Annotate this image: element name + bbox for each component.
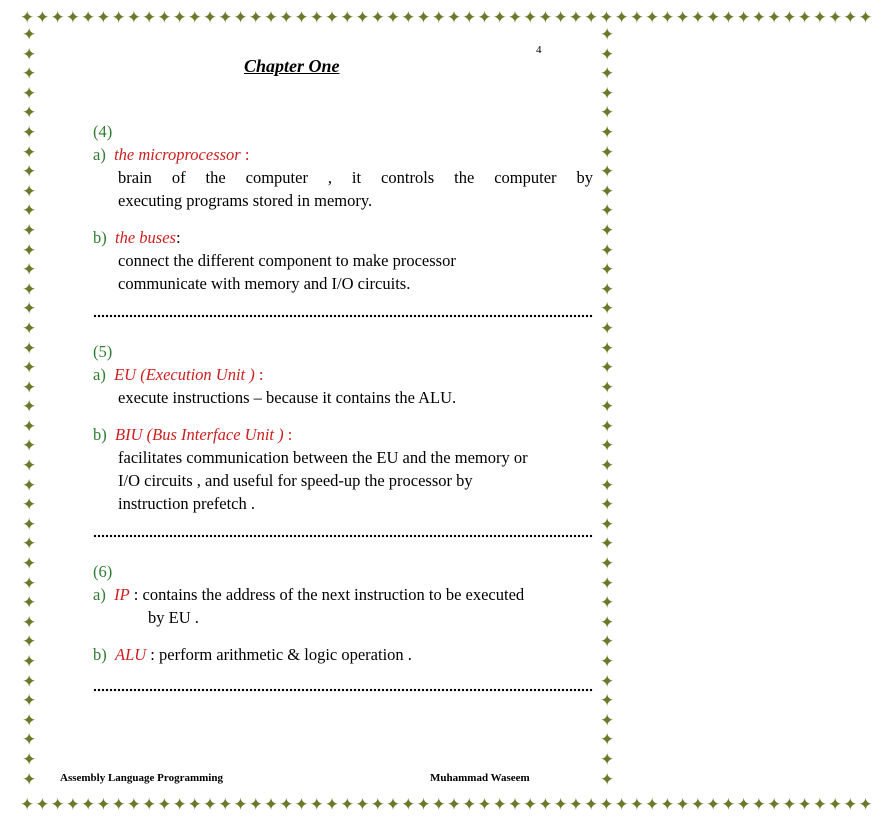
border-top-palm-icons: ✦✦✦✦✦✦✦✦✦✦✦✦✦✦✦✦✦✦✦✦✦✦✦✦✦✦✦✦✦✦✦✦✦✦✦✦✦✦✦✦✦✦✦✦✦✦✦✦✦✦✦✦✦✦✦✦ xyxy=(20,8,874,28)
footer-author: Muhammad Waseem xyxy=(430,772,530,784)
item-letter: b) xyxy=(93,228,107,247)
item-term: BIU (Bus Interface Unit ) xyxy=(115,425,284,444)
item-desc-line: instruction prefetch . xyxy=(118,494,255,513)
item-desc-line: execute instructions – because it contains the ALU. xyxy=(118,388,457,407)
item-separator: : xyxy=(240,145,250,164)
item-letter: a) xyxy=(93,145,106,164)
item-term: EU (Execution Unit ) xyxy=(114,365,255,384)
chapter-title: Chapter One xyxy=(244,56,340,76)
item-b xyxy=(93,643,593,666)
border-bottom-palm-icons: ✦✦✦✦✦✦✦✦✦✦✦✦✦✦✦✦✦✦✦✦✦✦✦✦✦✦✦✦✦✦✦✦✦✦✦✦✦✦✦✦✦✦✦✦✦✦✦✦✦✦✦✦✦✦✦✦ xyxy=(20,795,874,815)
item-a xyxy=(93,363,593,386)
item-letter: a) xyxy=(93,585,106,604)
item-desc-line: communicate with memory and I/O circuits. xyxy=(118,274,411,293)
item-desc-line: brain of the computer , it controls the computer by xyxy=(118,168,593,187)
item-a xyxy=(93,583,593,606)
item-term: the buses xyxy=(115,228,176,247)
item-desc-continuation: by EU . xyxy=(148,608,199,627)
item-desc-line: facilitates communication between the EU and the memory or xyxy=(118,448,528,467)
item-term: IP xyxy=(114,585,130,604)
section-number: (4) xyxy=(93,122,113,141)
item-desc-line: I/O circuits , and useful for speed-up the processor by xyxy=(118,471,473,490)
section-5 xyxy=(93,340,593,515)
item-separator: : xyxy=(254,365,264,384)
item-b xyxy=(93,423,593,446)
border-left-palm-icons: ✦ ✦ ✦ ✦ ✦ ✦ ✦ ✦ ✦ ✦ ✦ ✦ ✦ ✦ ✦ ✦ ✦ ✦ ✦ ✦ ✦ ✦ ✦ ✦ ✦ ✦ ✦ ✦ ✦ ✦ ✦ ✦ ✦ ✦ ✦ ✦ ✦ ✦ ✦ xyxy=(22,25,37,790)
item-desc-line: connect the different component to make processor xyxy=(118,251,456,270)
dotted-separator xyxy=(93,534,593,538)
section-number: (6) xyxy=(93,562,113,581)
item-separator: : xyxy=(175,228,181,247)
section-6 xyxy=(93,560,593,666)
item-separator: : xyxy=(283,425,293,444)
dotted-separator xyxy=(93,688,593,692)
item-letter: b) xyxy=(93,425,107,444)
item-term: ALU xyxy=(115,645,147,664)
item-desc-line: executing programs stored in memory. xyxy=(118,191,373,210)
footer-course-title: Assembly Language Programming xyxy=(60,772,223,784)
item-inline-desc: : contains the address of the next instruction to be executed xyxy=(129,585,525,604)
item-inline-desc: : perform arithmetic & logic operation . xyxy=(146,645,412,664)
item-letter: b) xyxy=(93,645,107,664)
section-number: (5) xyxy=(93,342,113,361)
item-b xyxy=(93,226,593,249)
item-term: the microprocessor xyxy=(114,145,241,164)
item-a xyxy=(93,143,593,166)
page-number: 4 xyxy=(536,44,542,56)
section-4 xyxy=(93,120,593,295)
dotted-separator xyxy=(93,314,593,318)
border-right-palm-icons: ✦ ✦ ✦ ✦ ✦ ✦ ✦ ✦ ✦ ✦ ✦ ✦ ✦ ✦ ✦ ✦ ✦ ✦ ✦ ✦ ✦ ✦ ✦ ✦ ✦ ✦ ✦ ✦ ✦ ✦ ✦ ✦ ✦ ✦ ✦ ✦ ✦ ✦ ✦ xyxy=(600,25,615,790)
item-letter: a) xyxy=(93,365,106,384)
